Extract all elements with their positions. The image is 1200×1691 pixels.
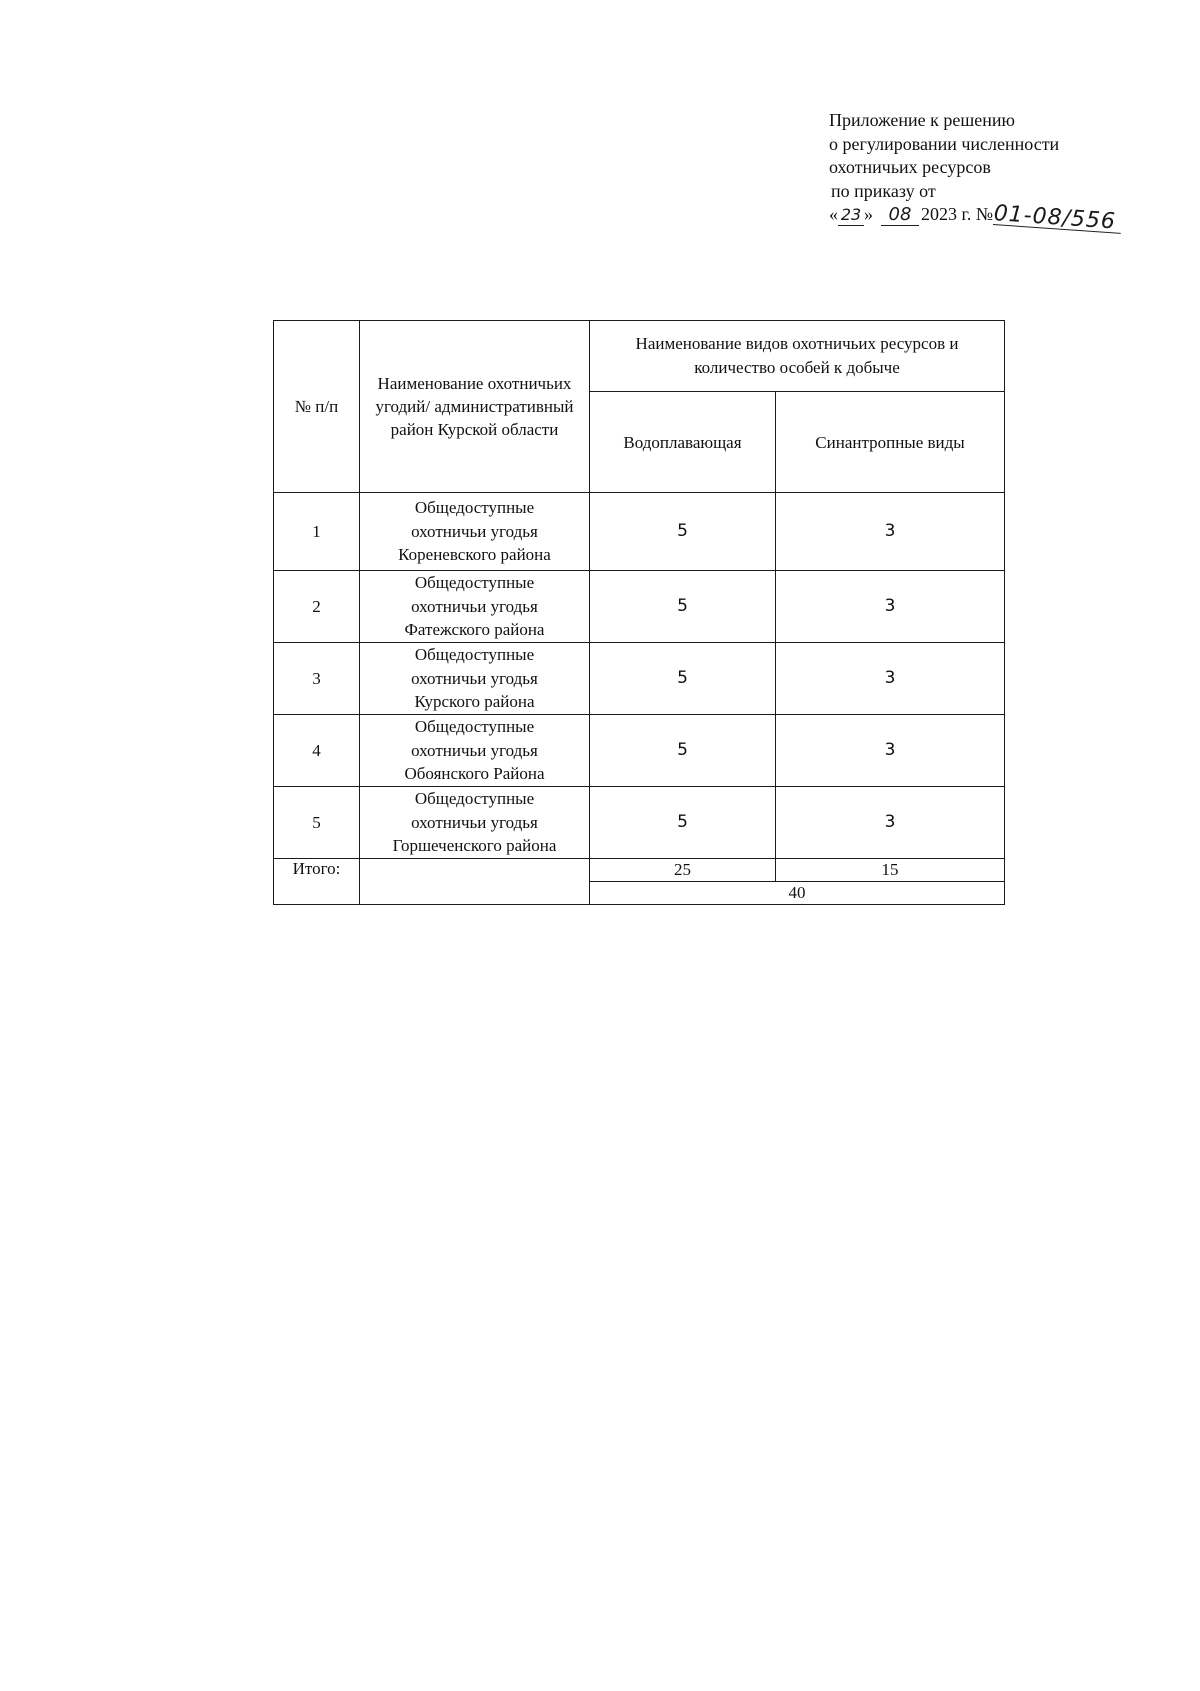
grand-total: 40 [590,882,1005,905]
row-number: 2 [274,571,360,643]
table-row [274,571,1005,643]
row-area-line-1: Общедоступные [414,789,535,809]
hunting-quota-table [273,320,1005,905]
row-synanthropic: 3 [776,643,1005,715]
totals-row [274,859,1005,882]
appendix-header [829,109,1189,235]
row-waterfowl: 5 [590,493,776,571]
row-area-line-2: охотничьи угодья [411,812,538,832]
table-row [274,787,1005,859]
date-month-handwritten: 08 [881,205,919,226]
document-number-handwritten: 01-08/556 [993,204,1122,234]
row-area-line-2: охотничьи угодья [411,596,538,616]
appendix-line-4: по приказу от [831,180,936,201]
totals-waterfowl: 25 [590,859,776,882]
row-synanthropic: 3 [776,715,1005,787]
row-area-line-3: Горшеченского района [392,836,557,856]
table-row [274,643,1005,715]
appendix-line-2: о регулировании численности [829,133,1060,154]
row-area-line-1: Общедоступные [414,645,535,665]
row-number: 3 [274,643,360,715]
totals-synanthropic: 15 [776,859,1005,882]
row-area-line-3: Обоянского Района [404,764,545,784]
row-waterfowl: 5 [590,715,776,787]
header-number: № п/п [274,321,360,493]
row-area-line-2: охотничьи угодья [411,521,538,541]
date-day-handwritten: 23 [838,205,864,226]
row-area-line-3: Кореневского района [398,545,551,565]
totals-empty-cell [360,859,590,905]
row-area [360,715,590,787]
header-species-group: Наименование видов охотничьих ресурсов и количество особей к добыче [590,321,1005,392]
row-synanthropic: 3 [776,571,1005,643]
row-area-line-1: Общедоступные [414,717,535,737]
header-synanthropic: Синантропные виды [776,392,1005,493]
row-waterfowl: 5 [590,787,776,859]
row-synanthropic: 3 [776,493,1005,571]
row-number: 5 [274,787,360,859]
header-row-group [274,321,1005,392]
date-open-quote: « [829,204,838,224]
row-area-line-2: охотничьи угодья [411,668,538,688]
totals-label: Итого: [274,859,360,905]
row-synanthropic: 3 [776,787,1005,859]
appendix-line-1: Приложение к решению [829,110,1015,130]
row-number: 4 [274,715,360,787]
row-waterfowl: 5 [590,643,776,715]
row-area-line-1: Общедоступные [414,573,535,593]
row-area-line-3: Фатежского района [404,620,545,640]
row-area-line-2: охотничьи угодья [411,740,538,760]
table-row [274,715,1005,787]
row-area [360,493,590,571]
row-waterfowl: 5 [590,571,776,643]
row-area [360,571,590,643]
appendix-line-3: охотничьих ресурсов [829,157,991,177]
header-waterfowl: Водоплавающая [590,392,776,493]
row-area-line-1: Общедоступные [414,498,535,518]
date-close-quote: » [864,204,873,224]
row-area-line-3: Курского района [414,692,535,712]
row-area [360,643,590,715]
date-year-text: 2023 г. № [921,204,994,224]
header-area: Наименование охотничьих угодий/ административный район Курской области [360,321,590,493]
row-number: 1 [274,493,360,571]
table-row [274,493,1005,571]
appendix-date-line [829,201,1189,235]
row-area [360,787,590,859]
